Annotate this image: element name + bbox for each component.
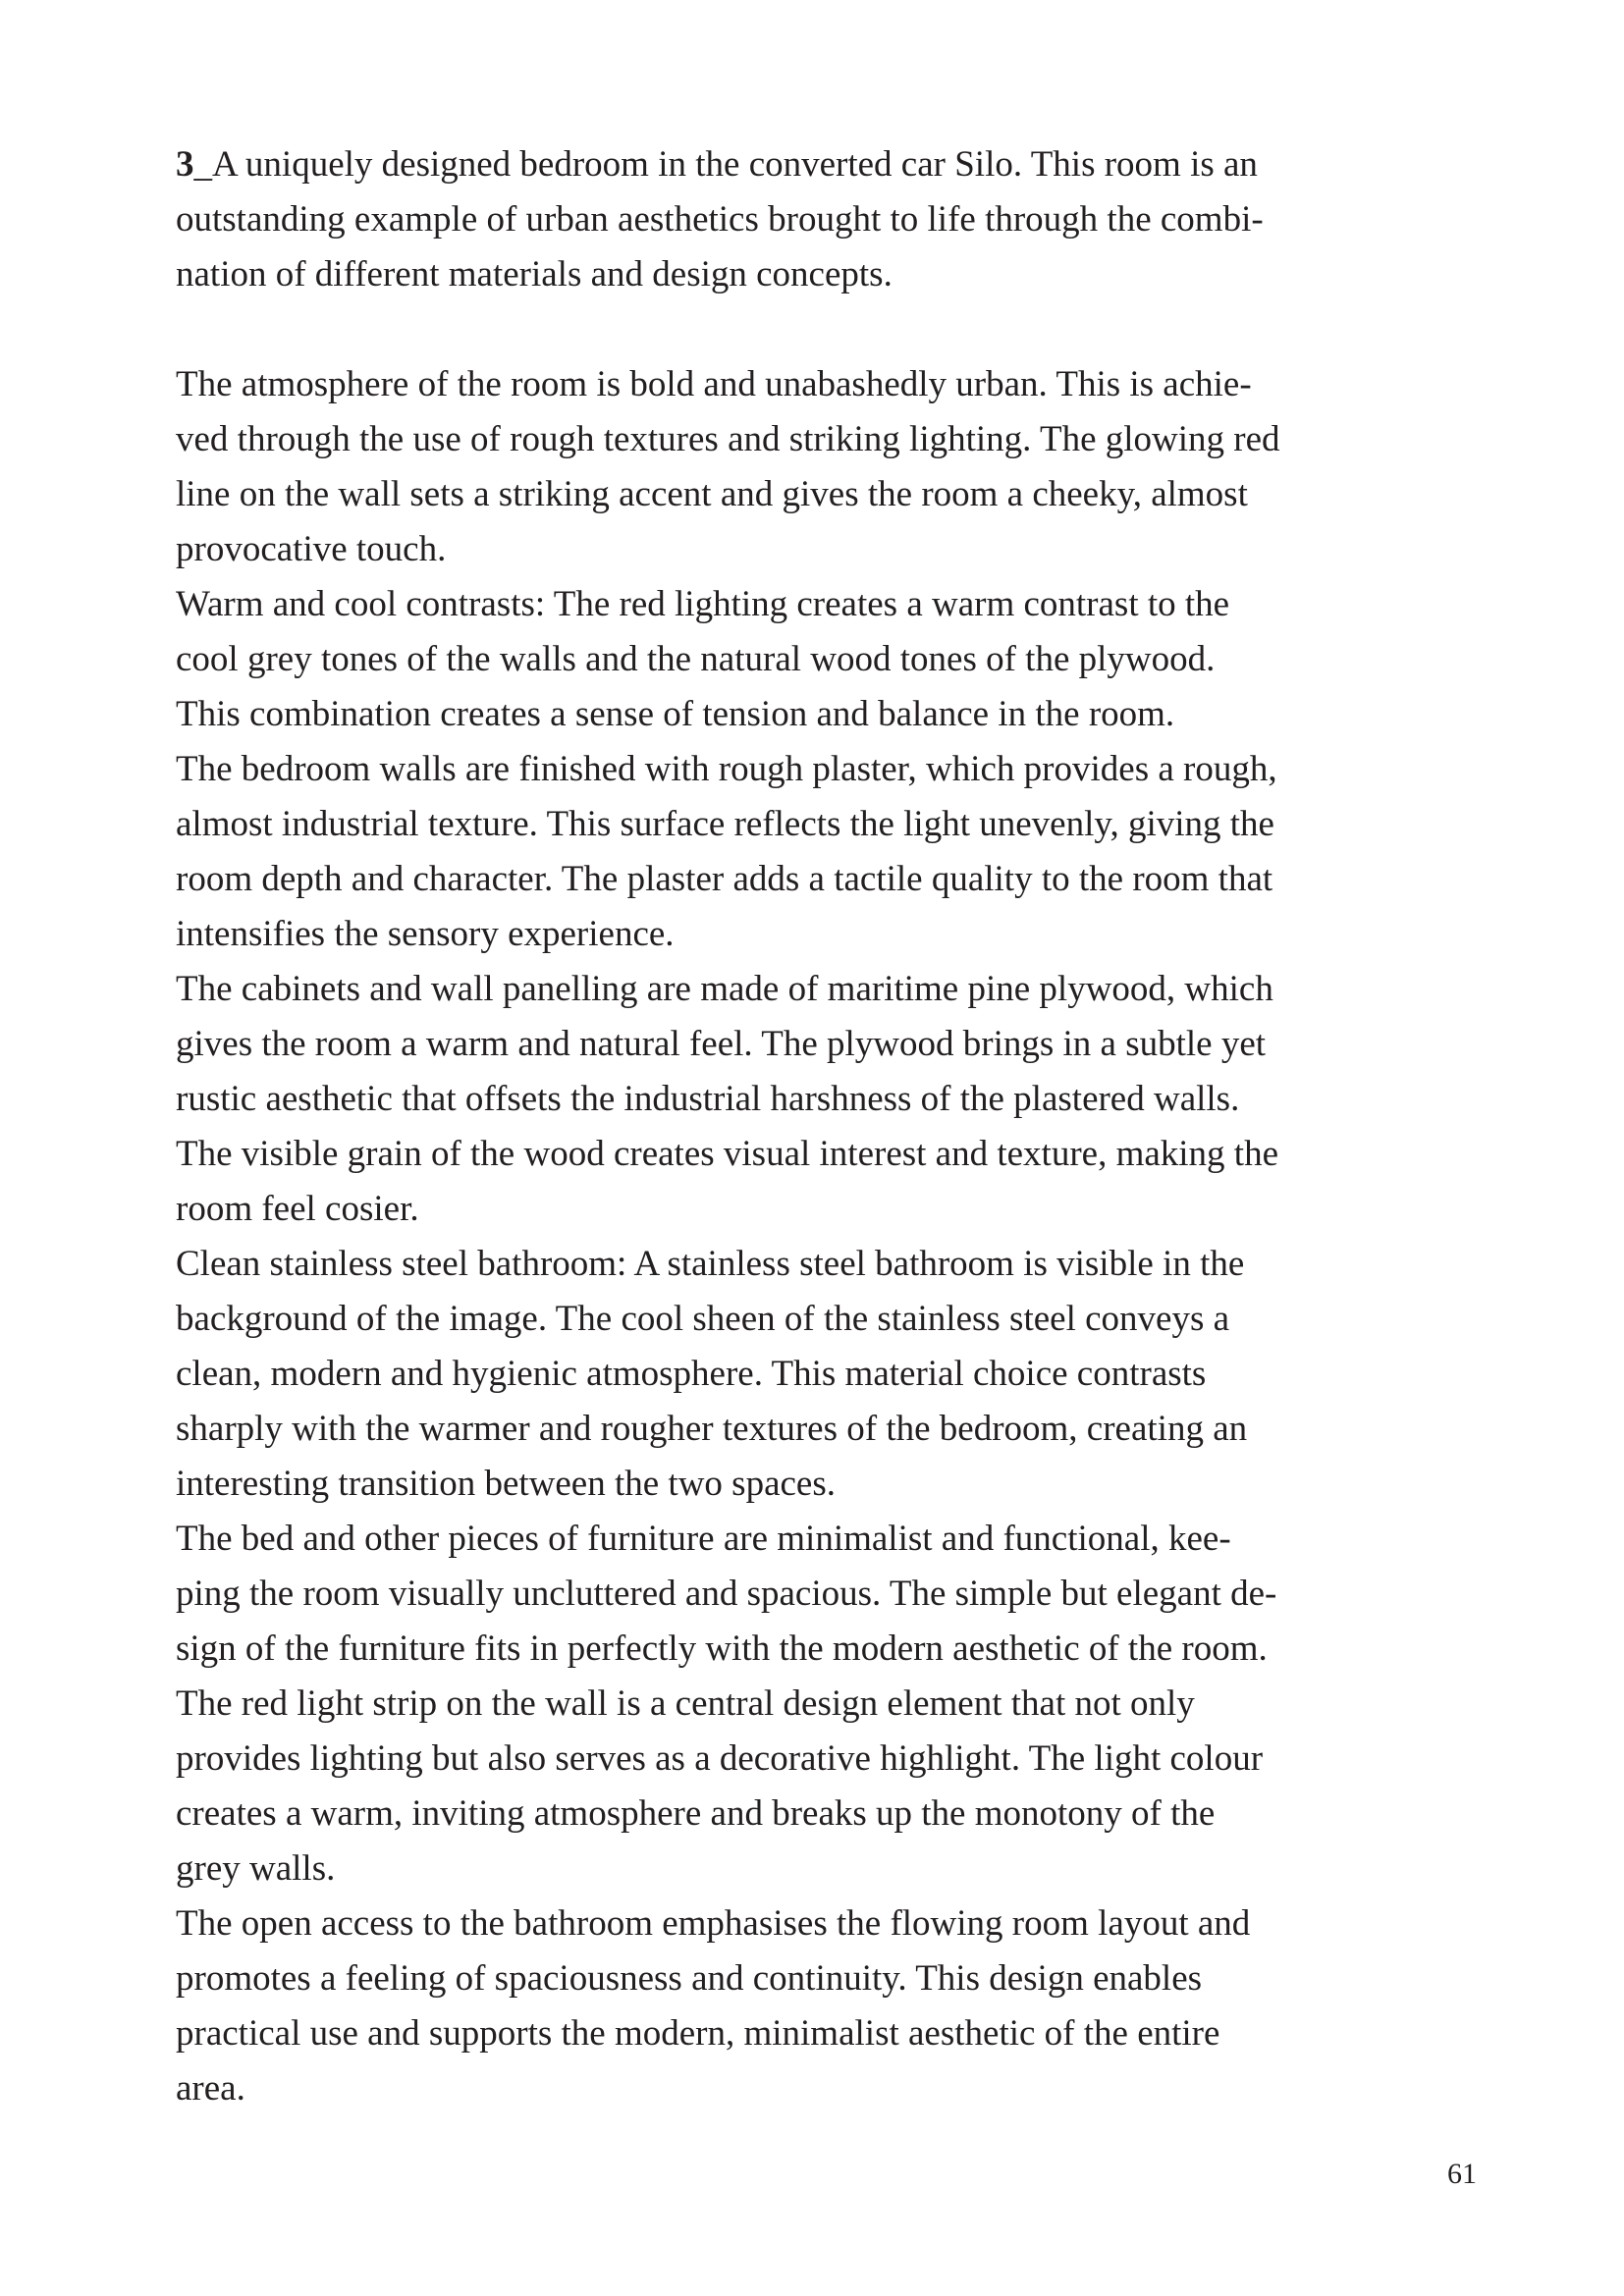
text-line: Clean stainless steel bathroom: A stainless steel bathroom is visible in the [176, 1244, 1245, 1284]
text-line: area. [176, 2068, 245, 2109]
text-line: The bed and other pieces of furniture are minimalist and functional, kee- [176, 1519, 1231, 1559]
text-line: The red light strip on the wall is a central design element that not only [176, 1683, 1195, 1724]
paragraph-gap [176, 302, 1433, 357]
text-line: provocative touch. [176, 529, 447, 569]
text-line: interesting transition between the two spaces. [176, 1464, 836, 1504]
text-line: room depth and character. The plaster adds a tactile quality to the room that [176, 859, 1273, 899]
text-line: grey walls. [176, 1848, 336, 1889]
intro-line: nation of different materials and design concepts. [176, 254, 893, 294]
text-line: The atmosphere of the room is bold and unabashedly urban. This is achie- [176, 364, 1252, 404]
text-line: background of the image. The cool sheen of the stainless steel conveys a [176, 1299, 1230, 1339]
text-line: rustic aesthetic that offsets the industrial harshness of the plastered walls. [176, 1079, 1240, 1119]
text-line: The visible grain of the wood creates visual interest and texture, making the [176, 1134, 1279, 1174]
text-line: ping the room visually uncluttered and spacious. The simple but elegant de- [176, 1574, 1277, 1614]
text-line: cool grey tones of the walls and the natural wood tones of the plywood. [176, 639, 1216, 679]
page-number: 61 [1447, 2158, 1477, 2190]
text-line: promotes a feeling of spaciousness and continuity. This design enables [176, 1958, 1203, 1999]
body-text [176, 137, 1433, 2116]
text-line: intensifies the sensory experience. [176, 914, 675, 954]
text-line: practical use and supports the modern, minimalist aesthetic of the entire [176, 2013, 1220, 2054]
text-line: sign of the furniture fits in perfectly with the modern aesthetic of the room. [176, 1629, 1268, 1669]
body-paragraphs [176, 357, 1433, 2116]
text-line: The bedroom walls are finished with rough plaster, which provides a rough, [176, 749, 1277, 789]
text-line: creates a warm, inviting atmosphere and breaks up the monotony of the [176, 1793, 1216, 1834]
text-line: The cabinets and wall panelling are made of maritime pine plywood, which [176, 969, 1273, 1009]
text-line: gives the room a warm and natural feel. The plywood brings in a subtle yet [176, 1024, 1267, 1064]
text-line: room feel cosier. [176, 1189, 419, 1229]
text-line: sharply with the warmer and rougher textures of the bedroom, creating an [176, 1409, 1248, 1449]
text-line: provides lighting but also serves as a decorative highlight. The light colour [176, 1738, 1264, 1779]
intro-line-text: _A uniquely designed bedroom in the converted car Silo. This room is an [193, 144, 1258, 185]
text-line: ved through the use of rough textures and striking lighting. The glowing red [176, 419, 1280, 459]
text-line: clean, modern and hygienic atmosphere. This material choice contrasts [176, 1354, 1207, 1394]
intro-line [176, 137, 1433, 192]
text-line: almost industrial texture. This surface reflects the light unevenly, giving the [176, 804, 1274, 844]
text-line: The open access to the bathroom emphasises the flowing room layout and [176, 1903, 1251, 1944]
text-line: line on the wall sets a striking accent and gives the room a cheeky, almost [176, 474, 1248, 514]
intro-line: outstanding example of urban aesthetics brought to life through the combi- [176, 199, 1264, 240]
caption-number: 3 [176, 144, 194, 185]
text-line: Warm and cool contrasts: The red lighting creates a warm contrast to the [176, 584, 1230, 624]
text-line: This combination creates a sense of tension and balance in the room. [176, 694, 1175, 734]
